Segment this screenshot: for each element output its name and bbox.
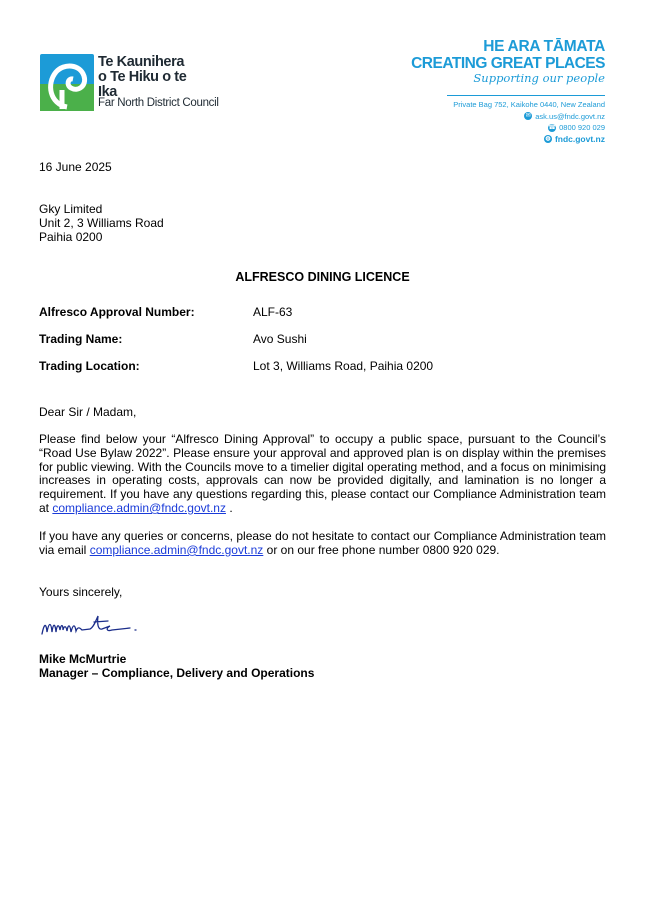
address-text: Private Bag 752, Kaikohe 0440, New Zealand [453,100,605,109]
email-row[interactable] [453,111,605,123]
paragraph-2-end: or on our free phone number 0800 920 029. [266,542,500,557]
approval-number-label: Alfresco Approval Number: [39,305,195,319]
salutation: Dear Sir / Madam, [39,405,137,419]
website-text[interactable]: fndc.govt.nz [554,133,605,144]
website-row[interactable] [453,134,605,146]
tagline-maori: HE ARA TĀMATA [483,38,605,55]
signer-title: Manager – Compliance, Delivery and Operations [39,666,315,680]
compliance-email-link-2[interactable]: compliance.admin@fndc.govt.nz [89,542,264,557]
phone-row [453,122,605,134]
tagline-english: CREATING GREAT PLACES [411,55,605,72]
trading-name-value: Avo Sushi [253,332,307,346]
recipient-block [39,202,164,244]
contact-block [453,99,605,145]
recipient-address-1: Unit 2, 3 Williams Road [39,216,164,230]
compliance-email-link[interactable]: compliance.admin@fndc.govt.nz [52,500,226,515]
tagline-sub: Supporting our people [473,71,605,85]
letter-date: 16 June 2025 [39,160,112,174]
globe-icon: ◍ [545,136,551,143]
signer-block [39,652,314,680]
letter-title: ALFRESCO DINING LICENCE [235,270,410,284]
logo-line-2: o Te Hiku o te Ika [98,69,187,100]
closing: Yours sincerely, [39,585,123,599]
phone-icon: ☎ [548,124,556,131]
council-name: Far North District Council [98,97,219,109]
paragraph-2 [39,530,606,558]
logo-line-1: Te Kaunihera [98,54,184,70]
signature-image [40,610,140,640]
email-icon: ✉ [525,113,531,120]
paragraph-1-text: Please find below your “Alfresco Dining Approval” to occupy a public space, pursuant to the Council’s “Road Use Bylaw 2022”. Please ensure your approval and approved plan is on display within the premises for public viewing. With the Councils move to a timelier digital operating method, and a focus on minimising increases in operating costs, approvals can now be provided digitally, and lamination is no longer a requirement. If you have any questions regarding this, please contact our Compliance Administration team at [39,432,606,515]
header-divider [447,95,605,96]
council-logo [40,54,219,114]
trading-location-label: Trading Location: [39,359,140,373]
trading-location-value: Lot 3, Williams Road, Paihia 0200 [253,359,434,373]
recipient-name: Gky Limited [39,202,103,216]
email-text[interactable]: ask.us@fndc.govt.nz [535,111,605,121]
recipient-address-2: Paihia 0200 [39,230,103,244]
logo-text [98,55,200,100]
koru-logo-icon [40,54,94,111]
paragraph-2-text: If you have any queries or concerns, please do not hesitate to contact our Compliance Administration team via email [39,529,606,557]
paragraph-1 [39,433,606,516]
trading-name-label: Trading Name: [39,332,123,346]
signer-name: Mike McMurtrie [39,652,127,666]
phone-text: 0800 920 029 [559,123,605,132]
address-row [453,99,605,111]
approval-number-value: ALF-63 [253,305,293,319]
paragraph-1-end: . [229,500,233,515]
tagline [411,38,605,85]
